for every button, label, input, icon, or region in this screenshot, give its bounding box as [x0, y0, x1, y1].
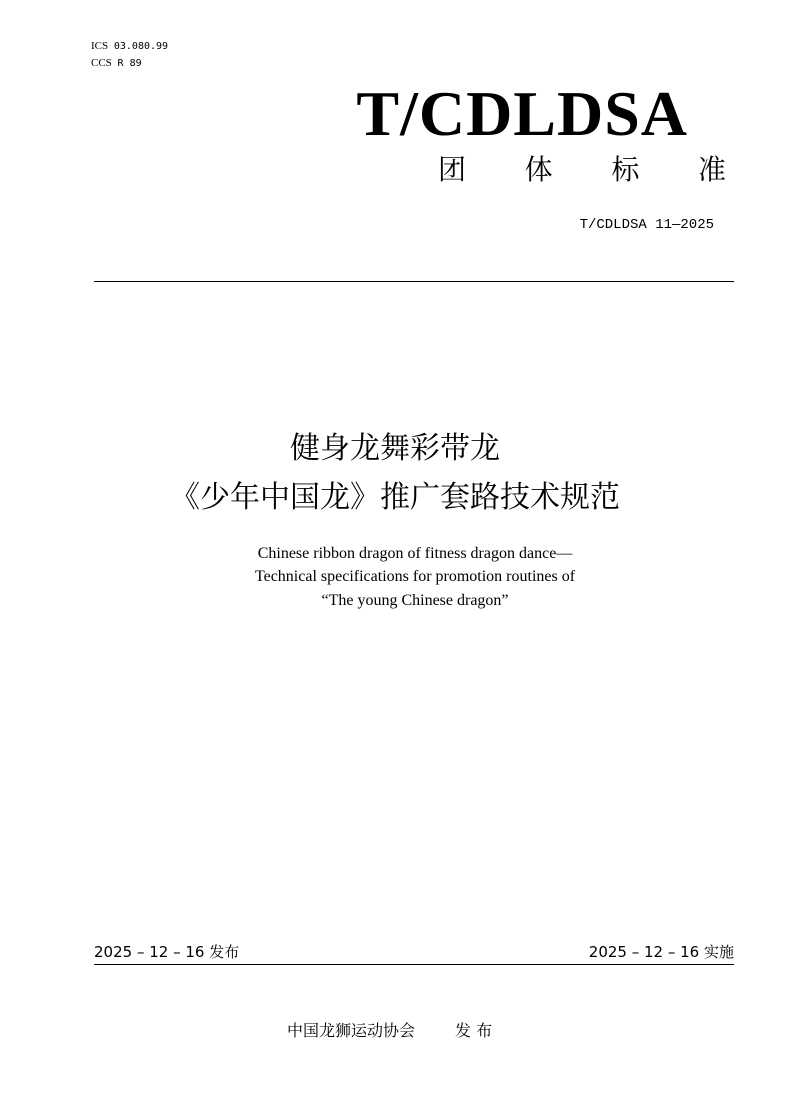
standard-type	[438, 150, 726, 190]
footer-divider	[94, 964, 734, 965]
english-title-line-2: Technical specifications for promotion routines of	[254, 568, 576, 585]
ccs-code: R 89	[117, 58, 142, 69]
ccs-classification	[91, 56, 142, 71]
standard-type-char: 团	[438, 153, 467, 186]
ics-label: ICS	[91, 40, 109, 52]
implementation-date: 2025 – 12 – 16 实施	[588, 943, 734, 961]
header-divider	[94, 281, 734, 282]
issuer-name: 中国龙狮运动协会	[287, 1021, 416, 1040]
ccs-label: CCS	[91, 57, 112, 69]
ics-code: 03.080.99	[113, 41, 169, 52]
organization-code: T/CDLDSA	[356, 78, 688, 149]
standard-type-char: 体	[524, 153, 553, 186]
ics-classification	[91, 39, 168, 54]
issuer-action: 发 布	[455, 1021, 493, 1040]
standard-number: T/CDLDSA 11—2025	[579, 217, 714, 233]
publish-date: 2025 – 12 – 16 发布	[94, 943, 240, 961]
standard-type-char: 准	[697, 153, 726, 186]
issuing-organization	[287, 1019, 492, 1043]
english-title-line-3: “The young Chinese dragon”	[321, 592, 509, 609]
chinese-title-line-2: 《少年中国龙》推广套路技术规范	[170, 480, 620, 515]
english-title-line-1: Chinese ribbon dragon of fitness dragon dance—	[257, 545, 573, 562]
standard-type-char: 标	[611, 153, 640, 186]
chinese-title-line-1: 健身龙舞彩带龙	[290, 431, 500, 466]
